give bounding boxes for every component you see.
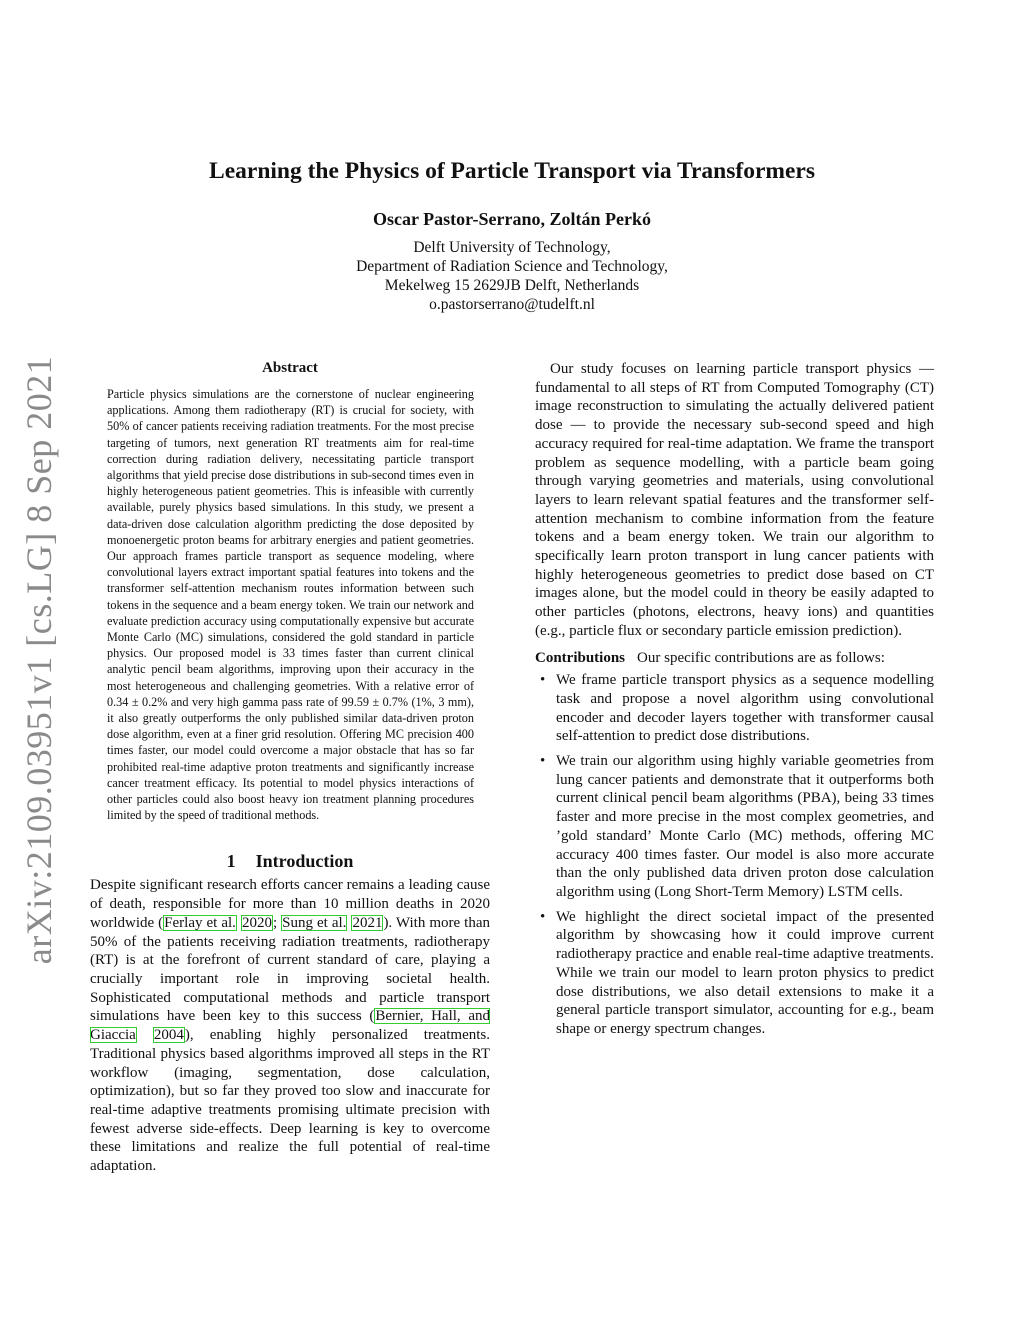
citation-link-bernier-year[interactable]: 2004 [153, 1027, 184, 1044]
bullet-icon: • [540, 908, 546, 925]
contributions-intro: Our specific contributions are as follows: [637, 649, 885, 666]
section-number: 1 [226, 851, 236, 872]
contribution-item [535, 908, 934, 1039]
affiliation-address: Mekelweg 15 2629JB Delft, Netherlands [384, 277, 640, 294]
text-run: Despite significant research efforts cancer remains a leading cause of death, responsible for more than 10 million deaths in 2020 worldwide ( [90, 877, 490, 931]
arxiv-identifier [14, 355, 64, 965]
citation-link-ferlay-year[interactable]: 2020 [241, 914, 272, 931]
text-run: ), enabling highly personalized treatments. Traditional physics based algorithms improved all steps in the RT workflow (imaging, segmentation, dose calculation, optimization), but so far they proved too slow and inaccurate for real-time adaptive treatments promising ultimate precision with fewest adverse side-effects. Deep learning is key to overcome these limitations and realize the full potential of real-time adaptation. [90, 1027, 490, 1175]
contribution-text: We frame particle transport physics as a sequence modelling task and propose a novel algorithm using convolutional encoder and decoder layers together with transformer causal self-attention to predict dose distributions. [556, 672, 934, 745]
affiliation-email: o.pastorserrano@tudelft.nl [429, 296, 595, 313]
bullet-icon: • [540, 753, 546, 770]
introduction-paragraph-2: Our study focuses on learning particle transport physics — fundamental to all steps of RT from Computed Tomography (CT) image reconstruction to simulating the actually delivered patient dose — to provide the necessary sub-second speed and high accuracy required for real-time adaptation. We frame the transport problem as sequence modelling, with a particle beam going through varying geometries and materials, using convolutional layers to learn relevant spatial features and the transformer self-attention mechanism to combine information from the feature tokens and a beam energy token. We train our algorithm to specifically learn proton transport in lung cancer patients with highly heterogeneous geometries to predict dose based on CT images alone, but the model could in theory be easily adapted to other particles (photons, electrons, heavy ions) and quantities (e.g., particle flux or secondary particle emission prediction). [535, 361, 934, 639]
right-column [535, 360, 934, 1045]
text-run: ; [272, 914, 282, 931]
contributions-label: Contributions [535, 649, 626, 666]
affiliation-department: Department of Radiation Science and Technology, [356, 258, 668, 275]
contribution-text: We train our algorithm using highly variable geometries from lung cancer patients and demonstrate that it outperforms both current clinical pencil beam algorithms (PBA), being 33 times faster and more precise in the most complex geometries, and ’gold standard’ Monte Carlo (MC) methods, offering MC accuracy 400 times faster. Our model is also more accurate than the only published data driven proton dose calculation algorithm using (Long Short-Term Memory) LSTM cells. [556, 753, 934, 900]
left-column [90, 360, 490, 1176]
paper-title: Learning the Physics of Particle Transport via Transformers [209, 158, 815, 184]
contributions-paragraph [535, 649, 934, 668]
section-heading-introduction [90, 851, 490, 872]
text-run [137, 1027, 153, 1043]
contribution-item [535, 671, 934, 746]
contributions-list [535, 671, 934, 1038]
abstract-heading: Abstract [262, 360, 318, 376]
citation-link-sung-year[interactable]: 2021 [352, 914, 383, 931]
contribution-text: We highlight the direct societal impact of the presented algorithm by showcasing how it could improve current radiotherapy practice and enable real-time adaptive treatments. While we train our model to learn proton physics to predict dose distributions, we also detail extensions to make it a general particle transport simulator, accounting for e.g., beam shape or energy spectrum changes. [556, 908, 934, 1037]
citation-link-ferlay[interactable]: Ferlay et al. [164, 914, 236, 931]
section-title: Introduction [255, 851, 354, 872]
contribution-item [535, 752, 934, 902]
paper-authors: Oscar Pastor-Serrano, Zoltán Perkó [373, 209, 651, 229]
bullet-icon: • [540, 672, 546, 689]
citation-link-bernier[interactable]: Bernier, Hall, and Giaccia [90, 1008, 490, 1044]
introduction-paragraph-1 [90, 876, 490, 1175]
text-run: ). With more than 50% of the patients receiving radiation treatments, radiotherapy (RT) is at the forefront of current standard of care, playing a crucially important role in improving societal health. Sophisticated computational methods and particle transport simulations have been key to this success ( [90, 914, 490, 1025]
arxiv-identifier-text: arXiv:2109.03951v1 [cs.LG] 8 Sep 2021 [19, 355, 60, 965]
abstract-text: Particle physics simulations are the cornerstone of nuclear engineering applications. Among them radiotherapy (RT) is crucial for society, with 50% of cancer patients receiving radiation treatments. For the most precise targeting of tumors, next generation RT treatments aim for real-time correction during radiation delivery, necessitating particle transport algorithms that yield precise dose distributions in sub-second times even in highly heterogeneous patient geometries. This is infeasible with currently available, purely physics based simulations. In this study, we present a data-driven dose calculation algorithm predicting the dose deposited by monoenergetic proton beams for arbitrary energies and patient geometries. Our approach frames particle transport as sequence modeling, where convolutional layers extract important spatial features into tokens and the transformer self-attention mechanism routes information between such tokens in the sequence and a beam energy token. We train our network and evaluate prediction accuracy using computationally expensive but accurate Monte Carlo (MC) simulations, considered the gold standard in particle physics. Our proposed model is 33 times faster than current clinical analytic pencil beam algorithms, improving upon their accuracy in the most heterogeneous and challenging geometries. With a relative error of 0.34 ± 0.2% and very high gamma pass rate of 99.59 ± 0.7% (1%, 3 mm), it also greatly outperforms the only published similar data-driven proton dose algorithm, even at a finer grid resolution. Offering MC precision 400 times faster, our model could overcome a major obstacle that has so far prohibited real-time adaptive proton treatments and significantly increase cancer treatment efficacy. Its potential to model physics interactions of other particles could also boost heavy ion treatment planning procedures limited by the speed of traditional methods. [107, 387, 474, 823]
affiliation-university: Delft University of Technology, [413, 239, 611, 256]
author-affiliation [0, 238, 1024, 314]
citation-link-sung[interactable]: Sung et al. [282, 914, 347, 931]
